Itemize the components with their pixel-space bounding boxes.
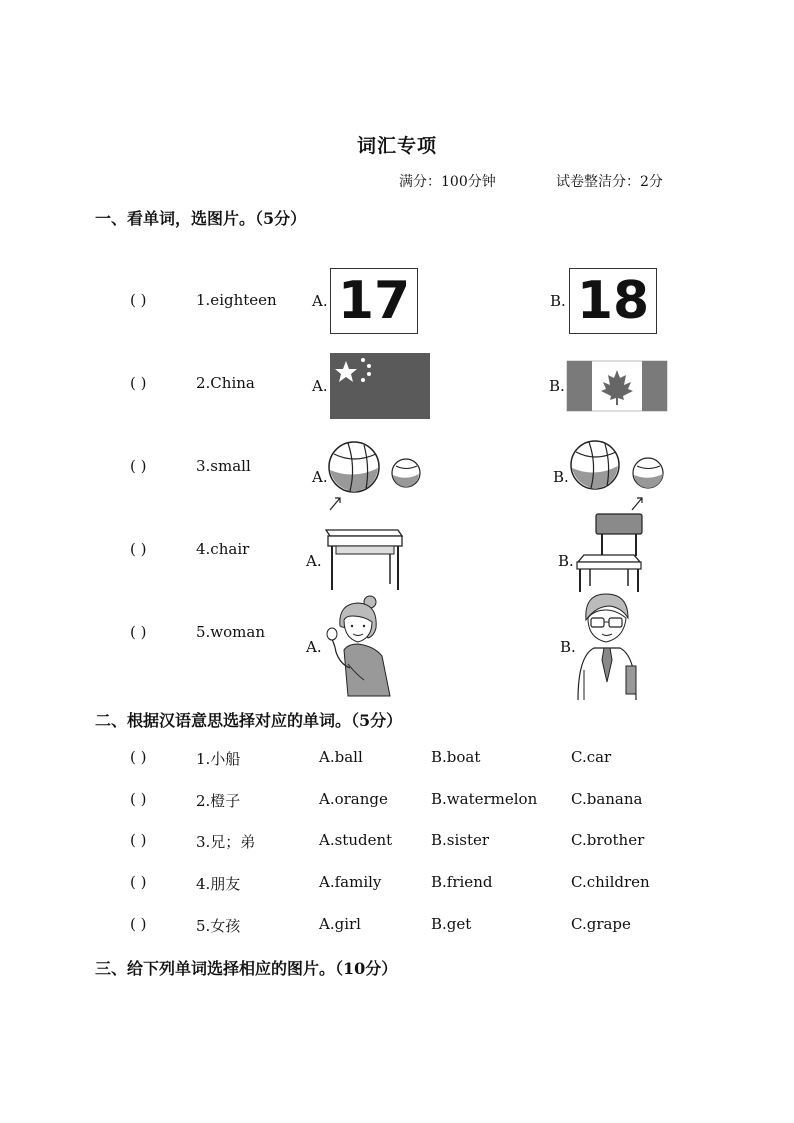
question-chinese: 2.橙子 xyxy=(196,792,241,810)
option-a: A.ball xyxy=(319,748,363,766)
option-b: B.sister xyxy=(431,831,490,849)
answer-blank[interactable]: ( ) xyxy=(130,623,147,641)
question-chinese: 3.兄；弟 xyxy=(196,833,256,851)
question-chinese: 1.小船 xyxy=(196,750,241,768)
option-b: B.boat xyxy=(431,748,481,766)
option-b: B.get xyxy=(431,915,472,933)
neatness-score: 试卷整洁分：2分 xyxy=(556,174,663,190)
option-c: C.brother xyxy=(571,831,645,849)
full-score: 满分：100分钟 xyxy=(399,174,496,190)
option-a-label: A. xyxy=(312,377,328,395)
number-card-17: 17 xyxy=(330,268,418,334)
option-a-label: A. xyxy=(306,638,322,656)
option-b-label: B. xyxy=(558,552,574,570)
option-a: A.student xyxy=(319,831,393,849)
answer-blank[interactable]: ( ) xyxy=(130,540,147,558)
option-a: A.orange xyxy=(319,790,388,808)
option-b-label: B. xyxy=(549,377,565,395)
china-flag-image xyxy=(330,353,430,419)
question-word: 1.eighteen xyxy=(196,291,277,309)
question-word: 3.small xyxy=(196,457,251,475)
option-b-label: B. xyxy=(560,638,576,656)
answer-blank[interactable]: ( ) xyxy=(130,915,147,933)
answer-blank[interactable]: ( ) xyxy=(130,457,147,475)
page-title: 词汇专项 xyxy=(356,135,437,157)
answer-blank[interactable]: ( ) xyxy=(130,873,147,891)
woman-image xyxy=(318,594,394,698)
section1-heading: 一、看单词，选图片。（5分） xyxy=(95,209,307,228)
question-word: 4.chair xyxy=(196,540,250,558)
option-b-label: B. xyxy=(553,468,569,486)
question-chinese: 4.朋友 xyxy=(196,875,241,893)
big-and-small-ball-a xyxy=(326,440,426,512)
option-c: C.children xyxy=(571,873,650,891)
answer-blank[interactable]: ( ) xyxy=(130,748,147,766)
answer-blank[interactable]: ( ) xyxy=(130,374,147,392)
option-a: A.girl xyxy=(319,915,361,933)
option-c: C.banana xyxy=(571,790,643,808)
section3-heading: 三、给下列单词选择相应的图片。（10分） xyxy=(95,959,398,978)
option-b: B.watermelon xyxy=(431,790,538,808)
option-a-label: A. xyxy=(312,468,328,486)
answer-blank[interactable]: ( ) xyxy=(130,790,147,808)
section2-heading: 二、根据汉语意思选择对应的单词。（5分） xyxy=(95,711,403,730)
option-c: C.car xyxy=(571,748,612,766)
man-image xyxy=(576,590,642,702)
option-a-label: A. xyxy=(312,292,328,310)
option-a: A.family xyxy=(319,873,382,891)
number-card-18: 18 xyxy=(569,268,657,334)
answer-blank[interactable]: ( ) xyxy=(130,291,147,309)
question-word: 2.China xyxy=(196,374,255,392)
answer-blank[interactable]: ( ) xyxy=(130,831,147,849)
canada-flag-image xyxy=(567,361,667,411)
chair-image xyxy=(574,512,644,594)
option-b: B.friend xyxy=(431,873,493,891)
desk-image xyxy=(324,528,406,594)
option-a-label: A. xyxy=(306,552,322,570)
question-word: 5.woman xyxy=(196,623,266,641)
big-and-small-ball-b xyxy=(569,440,669,512)
option-b-label: B. xyxy=(550,292,566,310)
option-c: C.grape xyxy=(571,915,631,933)
question-chinese: 5.女孩 xyxy=(196,917,241,935)
